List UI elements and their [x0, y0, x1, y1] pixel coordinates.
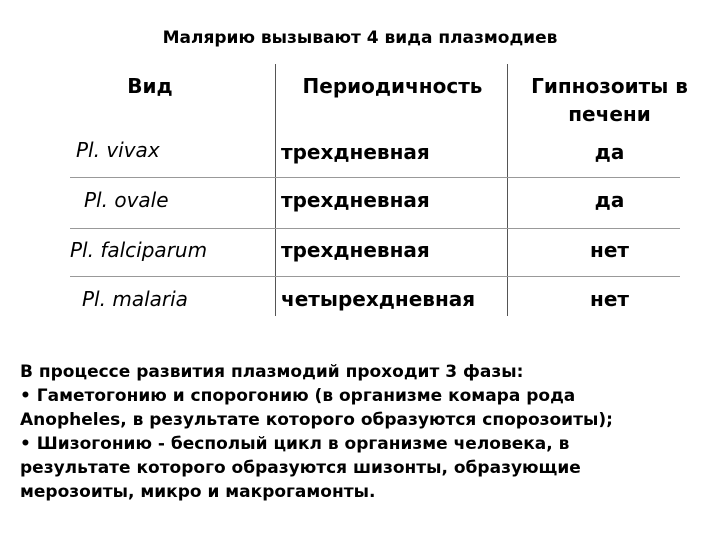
table-row-species: Pl. vivax — [76, 138, 160, 162]
table-row-period: трехдневная — [281, 238, 430, 262]
row-divider-3 — [70, 276, 680, 277]
table-row-period: четырехдневная — [281, 287, 476, 311]
header-hypnozoites-line2: печени — [568, 102, 651, 126]
table-row-hypnozoites: нет — [590, 238, 629, 262]
table-row-species: Pl. malaria — [82, 287, 188, 311]
row-divider-1 — [70, 177, 680, 178]
paragraph-line: мерозоиты, микро и макрогамонты. — [20, 482, 376, 502]
paragraph-line: Anopheles, в результате которого образуются спорозоиты); — [20, 410, 613, 430]
header-hypnozoites-line1: Гипнозоиты в — [531, 74, 688, 98]
table-row-hypnozoites: нет — [590, 287, 629, 311]
table-row-hypnozoites: да — [594, 140, 625, 164]
paragraph-line: • Шизогонию - бесполый цикл в организме человека, в — [20, 434, 570, 454]
column-divider-1 — [275, 64, 276, 316]
table-row-period: трехдневная — [281, 140, 430, 164]
table-row-species: Pl. ovale — [84, 188, 169, 212]
table-row-hypnozoites: да — [594, 188, 625, 212]
table-row-period: трехдневная — [281, 188, 430, 212]
phases-paragraph — [20, 360, 700, 504]
header-periodicity: Периодичность — [302, 74, 483, 98]
table-row-species: Pl. falciparum — [70, 238, 208, 262]
paragraph-line: результате которого образуются шизонты, образующие — [20, 458, 581, 478]
paragraph-line: В процессе развития плазмодий проходит 3 фазы: — [20, 362, 524, 382]
paragraph-line: • Гаметогонию и спорогонию (в организме комара рода — [20, 386, 576, 406]
page-title: Малярию вызывают 4 вида плазмодиев — [162, 28, 558, 48]
row-divider-2 — [70, 228, 680, 229]
header-species: Вид — [127, 74, 173, 98]
